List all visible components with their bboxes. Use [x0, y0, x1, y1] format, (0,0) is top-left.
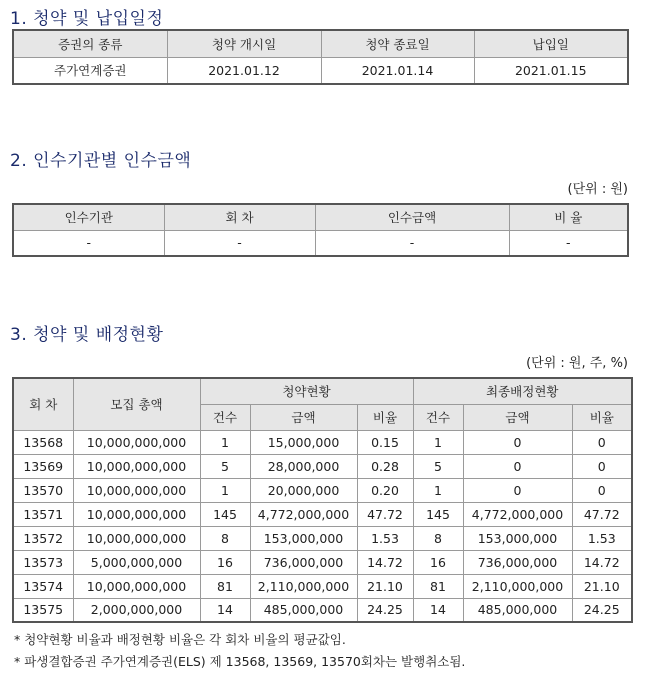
cell-alloc-ratio: 21.10	[572, 574, 632, 598]
table-row	[13, 598, 632, 622]
cell-total-offering: 10,000,000,000	[73, 526, 200, 550]
cell-security-type: 주가연계증권	[13, 57, 167, 84]
cell-sub-amount: 15,000,000	[250, 430, 357, 454]
cell-sub-count: 1	[200, 430, 250, 454]
cell-total-offering: 10,000,000,000	[73, 502, 200, 526]
table-row	[13, 550, 632, 574]
cell-alloc-count: 1	[413, 430, 463, 454]
cell-alloc-ratio: 0	[572, 454, 632, 478]
cell-alloc-amount: 0	[463, 478, 572, 502]
cell-sub-amount: 4,772,000,000	[250, 502, 357, 526]
cell-alloc-ratio: 47.72	[572, 502, 632, 526]
cell-alloc-count: 5	[413, 454, 463, 478]
header-underwriting-amount: 인수금액	[315, 204, 509, 230]
schedule-table	[12, 29, 629, 85]
unit-label: (단위 : 원)	[567, 182, 628, 197]
header-payment-date: 납입일	[474, 30, 628, 57]
header-alloc-count: 건수	[413, 404, 463, 430]
cell-sub-ratio: 0.28	[357, 454, 413, 478]
cell-sub-count: 16	[200, 550, 250, 574]
cell-round: 13573	[13, 550, 73, 574]
header-round: 회 차	[164, 204, 315, 230]
header-underwriter: 인수기관	[13, 204, 164, 230]
cell-sub-count: 5	[200, 454, 250, 478]
cell-alloc-ratio: 0	[572, 430, 632, 454]
header-round: 회 차	[13, 378, 73, 430]
cell-alloc-amount: 0	[463, 454, 572, 478]
cell-total-offering: 2,000,000,000	[73, 598, 200, 622]
cell-alloc-amount: 2,110,000,000	[463, 574, 572, 598]
cell-total-offering: 10,000,000,000	[73, 574, 200, 598]
cell-underwriter: -	[13, 230, 164, 256]
cell-sub-amount: 485,000,000	[250, 598, 357, 622]
footnote-cancellation: * 파생결합증권 주가연계증권(ELS) 제 13568, 13569, 13570회차는 발행취소됨.	[14, 654, 466, 669]
cell-sub-count: 145	[200, 502, 250, 526]
cell-round: 13571	[13, 502, 73, 526]
cell-alloc-amount: 485,000,000	[463, 598, 572, 622]
cell-sub-ratio: 0.20	[357, 478, 413, 502]
unit-label: (단위 : 원, 주, %)	[526, 356, 628, 371]
cell-sub-amount: 20,000,000	[250, 478, 357, 502]
cell-total-offering: 10,000,000,000	[73, 454, 200, 478]
header-sub-count: 건수	[200, 404, 250, 430]
table-row	[13, 526, 632, 550]
header-total-offering: 모집 총액	[73, 378, 200, 430]
section-title-underwriting: 2. 인수기관별 인수금액	[10, 151, 192, 171]
table-header-row	[13, 30, 628, 57]
header-sub-amount: 금액	[250, 404, 357, 430]
cell-sub-ratio: 24.25	[357, 598, 413, 622]
header-ratio: 비 율	[509, 204, 628, 230]
header-security-type: 증권의 종류	[13, 30, 167, 57]
cell-sub-amount: 2,110,000,000	[250, 574, 357, 598]
cell-alloc-amount: 4,772,000,000	[463, 502, 572, 526]
cell-payment-date: 2021.01.15	[474, 57, 628, 84]
cell-alloc-count: 81	[413, 574, 463, 598]
section-title-allocation: 3. 청약 및 배정현황	[10, 325, 164, 345]
table-row	[13, 230, 628, 256]
header-subscription-end: 청약 종료일	[321, 30, 474, 57]
cell-sub-count: 81	[200, 574, 250, 598]
header-alloc-amount: 금액	[463, 404, 572, 430]
header-subscription-status: 청약현황	[200, 378, 413, 404]
cell-subscription-end: 2021.01.14	[321, 57, 474, 84]
cell-underwriting-amount: -	[315, 230, 509, 256]
header-alloc-ratio: 비율	[572, 404, 632, 430]
cell-alloc-count: 145	[413, 502, 463, 526]
cell-round: 13572	[13, 526, 73, 550]
cell-total-offering: 10,000,000,000	[73, 478, 200, 502]
cell-subscription-start: 2021.01.12	[167, 57, 321, 84]
header-subscription-start: 청약 개시일	[167, 30, 321, 57]
cell-alloc-ratio: 0	[572, 478, 632, 502]
cell-sub-count: 8	[200, 526, 250, 550]
cell-sub-amount: 153,000,000	[250, 526, 357, 550]
cell-alloc-ratio: 1.53	[572, 526, 632, 550]
cell-alloc-amount: 153,000,000	[463, 526, 572, 550]
cell-alloc-amount: 736,000,000	[463, 550, 572, 574]
cell-sub-amount: 28,000,000	[250, 454, 357, 478]
cell-alloc-ratio: 14.72	[572, 550, 632, 574]
cell-sub-ratio: 0.15	[357, 430, 413, 454]
cell-total-offering: 10,000,000,000	[73, 430, 200, 454]
cell-alloc-amount: 0	[463, 430, 572, 454]
cell-round: 13568	[13, 430, 73, 454]
cell-round: -	[164, 230, 315, 256]
table-row	[13, 574, 632, 598]
cell-alloc-count: 1	[413, 478, 463, 502]
footnote-ratio: * 청약현황 비율과 배정현황 비율은 각 회차 비율의 평균값임.	[14, 632, 346, 647]
cell-sub-ratio: 47.72	[357, 502, 413, 526]
table-header-row	[13, 204, 628, 230]
table-row	[13, 454, 632, 478]
header-sub-ratio: 비율	[357, 404, 413, 430]
table-row	[13, 57, 628, 84]
cell-sub-ratio: 14.72	[357, 550, 413, 574]
table-header-row	[13, 378, 632, 404]
cell-alloc-count: 16	[413, 550, 463, 574]
table-row	[13, 478, 632, 502]
cell-alloc-ratio: 24.25	[572, 598, 632, 622]
cell-alloc-count: 14	[413, 598, 463, 622]
table-row	[13, 502, 632, 526]
cell-alloc-count: 8	[413, 526, 463, 550]
cell-total-offering: 5,000,000,000	[73, 550, 200, 574]
cell-sub-count: 14	[200, 598, 250, 622]
cell-round: 13569	[13, 454, 73, 478]
cell-round: 13574	[13, 574, 73, 598]
allocation-table	[12, 377, 633, 623]
cell-round: 13570	[13, 478, 73, 502]
underwriting-table	[12, 203, 629, 257]
header-final-allocation: 최종배정현황	[413, 378, 632, 404]
cell-ratio: -	[509, 230, 628, 256]
table-row	[13, 430, 632, 454]
cell-round: 13575	[13, 598, 73, 622]
cell-sub-ratio: 21.10	[357, 574, 413, 598]
cell-sub-amount: 736,000,000	[250, 550, 357, 574]
section-title-schedule: 1. 청약 및 납입일정	[10, 9, 164, 29]
cell-sub-count: 1	[200, 478, 250, 502]
cell-sub-ratio: 1.53	[357, 526, 413, 550]
